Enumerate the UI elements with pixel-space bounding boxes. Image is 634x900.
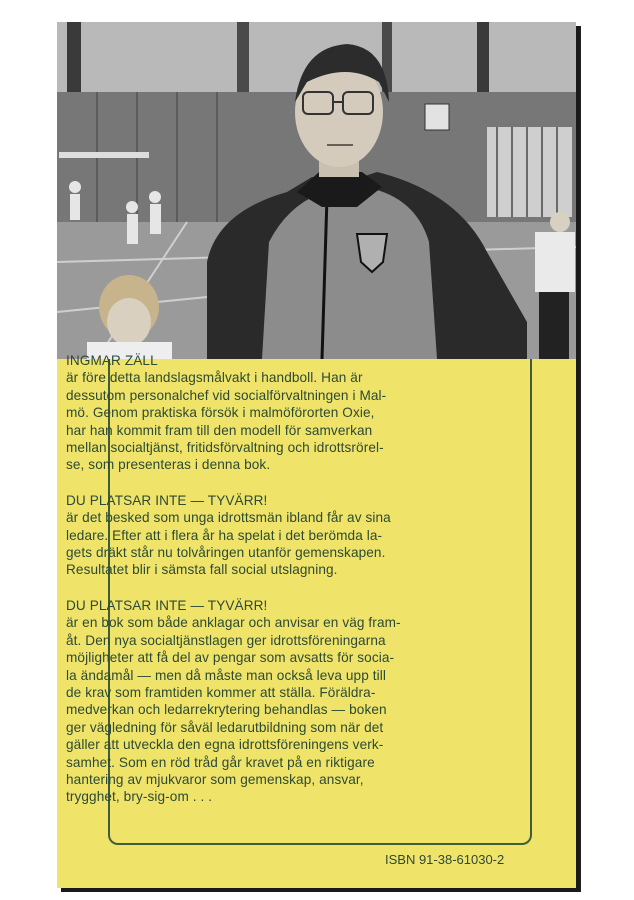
section2-line: ledare. Efter att i flera år ha spelat i det berömda la- — [66, 527, 383, 543]
section2-line: är det besked som unga idrottsmän ibland får av sina — [66, 510, 391, 526]
section3-line: åt. Den nya socialtjänstlagen ger idrottsföreningarna — [66, 632, 386, 648]
section2-line: Resultatet blir i sämsta fall social utslagning. — [66, 562, 338, 578]
cover-edge-shadow — [576, 26, 581, 892]
gym-photo-illustration — [57, 22, 576, 359]
cover-photo — [57, 22, 576, 359]
section3-line: la ändamål — men då måste man också leva upp till — [66, 667, 386, 683]
bio-line: har han kommit fram till den modell för samverkan — [66, 422, 373, 438]
back-cover-text — [66, 352, 470, 806]
section2-heading: DU PLATSAR INTE — TYVÄRR! — [66, 492, 268, 508]
section3-line: ger vägledning för såväl ledarutbildning som när det — [66, 719, 384, 735]
bio-line: dessutom personalchef vid socialförvaltningen i Mal- — [66, 387, 387, 403]
author-heading: INGMAR ZÄLL — [66, 353, 158, 368]
section3-line: är en bok som både anklagar och anvisar en väg fram- — [66, 615, 401, 631]
bio-line: mö. Genom praktiska försök i malmöförorten Oxie, — [66, 405, 375, 421]
section2-line: gets dräkt står nu tolvåringen utanför gemenskapen. — [66, 545, 386, 561]
section3-line: de krav som framtiden kommer att ställa. Föräldra- — [66, 684, 376, 700]
bio-line: mellan socialtjänst, fritidsförvaltning och idrottsrörel- — [66, 440, 384, 456]
isbn-number: ISBN 91-38-61030-2 — [385, 852, 505, 867]
bio-line: är före detta landslagsmålvakt i handboll. Han är — [66, 370, 363, 386]
section3-line: möjligheter att få del av pengar som avsatts för socia- — [66, 650, 395, 666]
section3-line: samhet. Som en röd tråd går kravet på en riktigare — [66, 754, 375, 770]
section3-line: trygghet, bry-sig-om . . . — [66, 789, 213, 805]
section3-heading: DU PLATSAR INTE — TYVÄRR! — [66, 597, 268, 613]
bio-line: se, som presenteras i denna bok. — [66, 457, 271, 473]
section3-line: medverkan och ledarrekrytering behandlas — boken — [66, 702, 387, 718]
section3-line: gäller att utveckla den egna idrottsföreningens verk- — [66, 737, 384, 753]
section3-line: hantering av mjukvaror som gemenskap, ansvar, — [66, 771, 364, 787]
